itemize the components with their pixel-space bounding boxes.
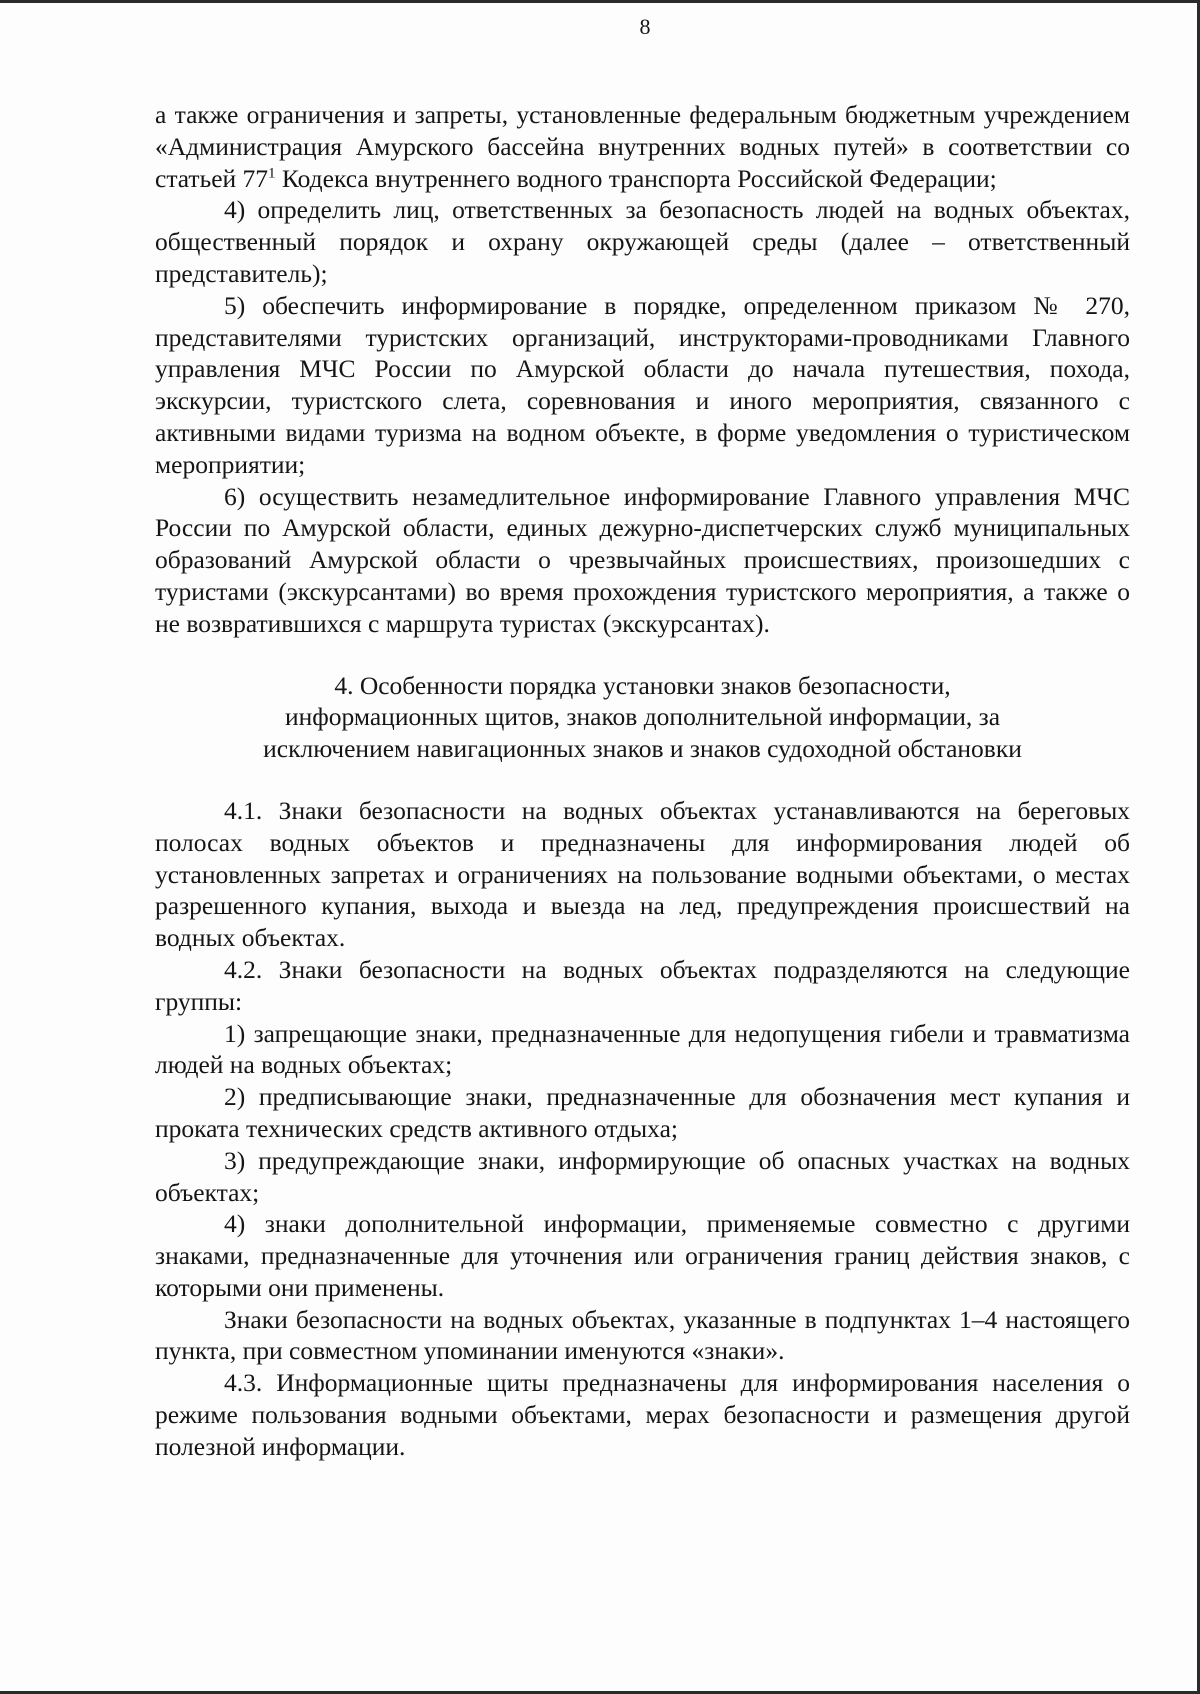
document-body [155,99,1130,1463]
paragraph-text: а также ограничения и запреты, установленные федеральным бюджетным учреждением «Администрация Амурского бассейна внутренних водных путей» в соответствии со статьей 77 [155,100,1130,193]
paragraph-4-3: 4.3. Информационные щиты предназначены для информирования населения о режиме пользования водными объектами, мерах безопасности и размещения другой полезной информации. [155,1368,1130,1461]
heading-line: 4. Особенности порядка установки знаков безопасности, [334,670,951,700]
page-number: 8 [639,14,651,39]
paragraph-4-2: 4.2. Знаки безопасности на водных объектах подразделяются на следующие группы: [155,954,1130,1016]
paragraph-text: Кодекса внутреннего водного транспорта Российской Федерации; [275,163,997,193]
list-item-mandatory-signs: 2) предписывающие знаки, предназначенные для обозначения мест купания и проката технических средств активного отдыха; [155,1082,1130,1143]
paragraph-4-1: 4.1. Знаки безопасности на водных объектах устанавливаются на береговых полосах водных объектов и предназначены для информирования людей об установленных запретах и ограничениях на пользование водными объектами, о местах разрешенного купания, выхода и выезда на лед, предупреждения происшествий на водных объектах. [155,795,1130,953]
list-item-prohibiting-signs: 1) запрещающие знаки, предназначенные для недопущения гибели и травматизма людей на водных объектах; [155,1018,1130,1080]
paragraph-item-5: 5) обеспечить информирование в порядке, определенном приказом № 270, представителями туристских организаций, инструкторами-проводниками Главного управления МЧС России по Амурской области до начала путешествия, похода, экскурсии, туристского слета, соревнования и иного мероприятия, связанного с активными видами туризма на водном объекте, в форме уведомления о туристическом мероприятии; [155,290,1130,479]
list-item-additional-info-signs: 4) знаки дополнительной информации, применяемые совместно с другими знаками, предназначенные для уточнения или ограничения границ действия знаков, с которыми они применены. [155,1209,1130,1302]
paragraph-item-6: 6) осуществить незамедлительное информирование Главного управления МЧС России по Амурской области, единых дежурно-диспетчерских служб муниципальных образований Амурской области о чрезвычайных происшествиях, произошедших с туристами (экскурсантами) во время прохождения туристского мероприятия, а также о не возвратившихся с маршрута туристах (экскурсантах). [155,481,1130,638]
paragraph-item-4: 4) определить лиц, ответственных за безопасность людей на водных объектах, общественный порядок и охрану окружающей среды (далее – ответственный представитель); [155,195,1130,288]
paragraph-continuation [155,99,1130,194]
paragraph-signs-definition: Знаки безопасности на водных объектах, указанные в подпунктах 1–4 настоящего пункта, при совместном упоминании именуются «знаки». [155,1304,1130,1366]
section-heading [155,670,1130,765]
list-item-warning-signs: 3) предупреждающие знаки, информирующие об опасных участках на водных объектах; [155,1145,1130,1207]
heading-line: информационных щитов, знаков дополнительной информации, за [284,702,1001,732]
heading-line: исключением навигационных знаков и знаков судоходной обстановки [263,734,1022,764]
page-edge-top [0,0,1200,3]
superscript-number: 1 [268,165,276,182]
